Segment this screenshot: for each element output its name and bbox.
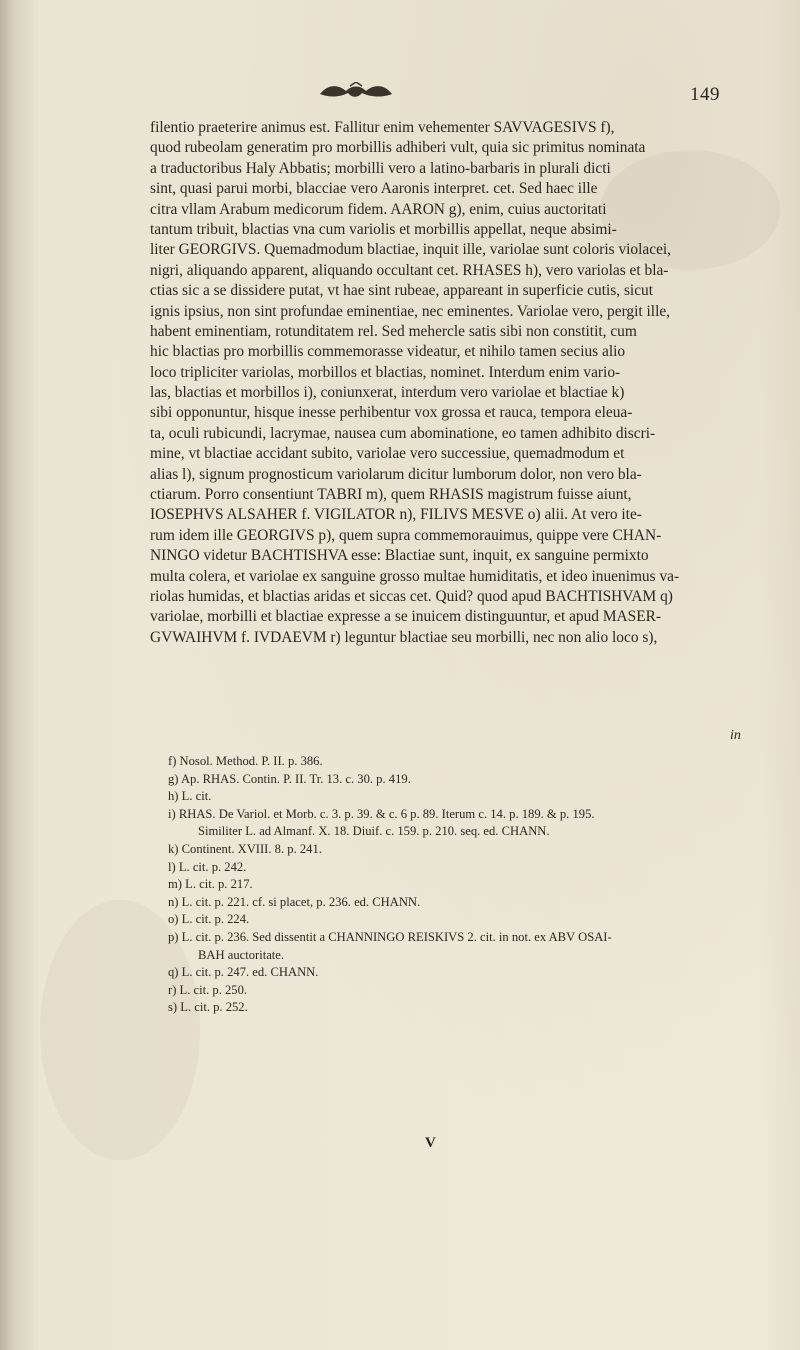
text-line: sint, quasi parui morbi, blacciae vero Aaronis interpret. cet. Sed haec ille [150,180,598,198]
text-line: ignis ipsius, non sint profundae eminentiae, nec eminentes. Variolae vero, pergit ille, [150,302,671,320]
text-line: tantum tribuit, blactias vna cum variolis et morbillis appellat, neque absimi- [150,220,617,238]
text-line: ctiarum. Porro consentiunt TABRI m), quem RHASIS magistrum fuisse aiunt, [150,486,632,504]
text-line: quod rubeolam generatim pro morbillis adhiberi vult, quia sic primitus nominata [150,139,646,157]
text-line: multa colera, et variolae ex sanguine grosso multae humiditatis, et ideo inuenimus va- [150,567,680,585]
footnote: o) L. cit. p. 224. [168,912,250,927]
text-line: variolae, morbilli et blactiae expresse a se inuicem distinguuntur, et apud MASER- [150,608,661,626]
text-line: hic blactias pro morbillis commemorasse videatur, et nihilo tamen secius alio [150,343,626,361]
text-line: mine, vt blactiae accidant subito, variolae vero successiue, quemadmodum et [150,445,625,463]
footnote: h) L. cit. [168,789,212,804]
text-line: sibi opponuntur, hisque inesse perhibentur vox grossa et rauca, tempora eleua- [150,404,633,422]
text-line: ctias sic a se dissidere putat, vt hae sint rubeae, appareant in superficie cutis, sicut [150,282,654,300]
text-line: liter GEORGIVS. Quemadmodum blactiae, inquit ille, variolae sunt coloris violacei, [150,241,672,259]
ornament-icon [318,82,394,100]
text-line: loco tripliciter variolas, morbillos et blactias, nominet. Interdum enim vario- [150,363,621,381]
text-line: riolas humidas, et blactias aridas et siccas cet. Quid? quod apud BACHTISHVAM q) [150,587,673,605]
footnote: k) Continent. XVIII. 8. p. 241. [168,841,322,856]
text-line: rum idem ille GEORGIVS p), quem supra commemorauimus, quippe vere CHAN- [150,526,662,544]
footnote: n) L. cit. p. 221. cf. si placet, p. 236. ed. CHANN. [168,894,421,909]
footnote: m) L. cit. p. 217. [168,877,253,892]
text-line: habent eminentiam, rotunditatem rel. Sed mehercle satis sibi non constitit, cum [150,322,637,340]
footnote-continuation: BAH auctoritate. [198,947,285,962]
text-line: las, blactias et morbillos i), coniunxerat, interdum vero variolae et blactiae k) [150,384,625,402]
catchword: in [730,728,741,743]
footnote: i) RHAS. De Variol. et Morb. c. 3. p. 39. & c. 6 p. 89. Iterum c. 14. p. 189. & p. 195. [168,806,595,821]
text-line: citra vllam Arabum medicorum fidem. AARON g), enim, cuius auctoritati [150,200,607,218]
footnote: f) Nosol. Method. P. II. p. 386. [168,754,323,768]
footnote: l) L. cit. p. 242. [168,859,247,874]
footnote-continuation: Similiter L. ad Almanf. X. 18. Diuif. c. 159. p. 210. seq. ed. CHANN. [198,824,550,839]
text-line: nigri, aliquando apparent, aliquando occultant cet. RHASES h), vero variolas et bla- [150,261,669,279]
footnote: g) Ap. RHAS. Contin. P. II. Tr. 13. c. 30. p. 419. [168,771,411,786]
text-line: GVWAIHVM f. IVDAEVM r) leguntur blactiae seu morbilli, nec non alio loco s), [150,628,658,646]
footnote: r) L. cit. p. 250. [168,982,248,997]
text-line: ta, oculi rubicundi, lacrymae, nausea cum abominatione, eo tamen adhibito discri- [150,424,656,442]
signature-mark: V [425,1135,436,1151]
text-line: NINGO videtur BACHTISHVA esse: Blactiae sunt, inquit, ex sanguine permixto [150,547,649,565]
page-number: 149 [690,84,720,105]
footnotes [168,753,728,1017]
text-line: alias l), signum prognosticum variolarum dicitur lumborum dolor, non vero bla- [150,465,642,483]
footnote: q) L. cit. p. 247. ed. CHANN. [168,965,319,980]
footnote: s) L. cit. p. 252. [168,1000,248,1015]
footnote: p) L. cit. p. 236. Sed dissentit a CHANNINGO REISKIVS 2. cit. in not. ex ABV OSAI- [168,929,612,944]
main-text [150,118,750,648]
text-line: IOSEPHVS ALSAHER f. VIGILATOR n), FILIVS MESVE o) alii. At vero ite- [150,506,642,524]
text-line: filentio praeterire animus est. Fallitur enim vehementer SAVVAGESIVS f), [150,119,615,136]
text-line: a traductoribus Haly Abbatis; morbilli vero a latino-barbaris in plurali dicti [150,159,611,177]
